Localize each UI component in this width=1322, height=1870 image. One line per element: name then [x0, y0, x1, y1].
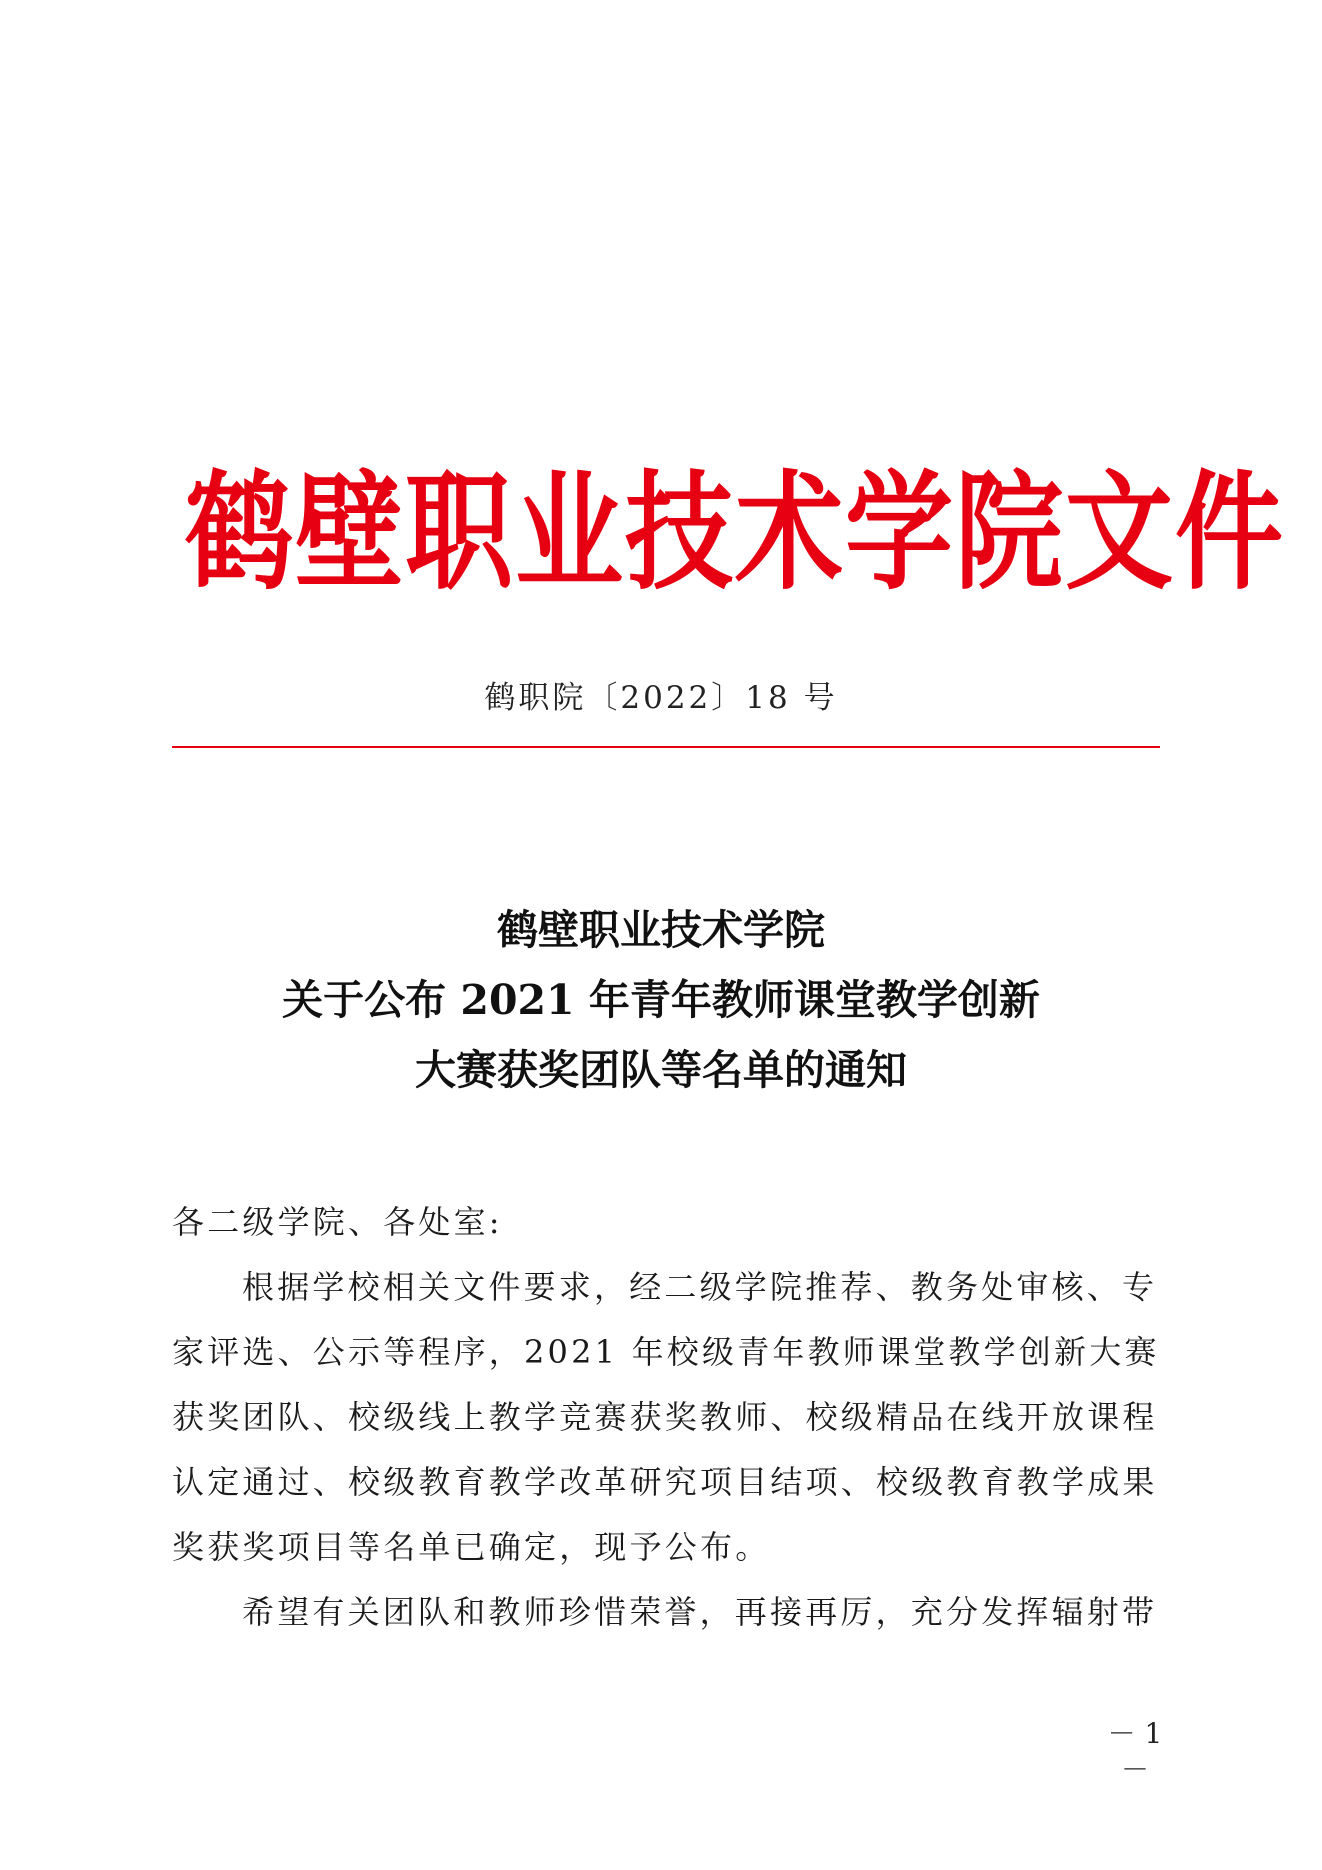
title-line-1: 鹤壁职业技术学院 [497, 906, 825, 954]
document-number: 鹤职院〔2022〕18 号 [484, 680, 838, 716]
salutation: 各二级学院、各处室: [172, 1203, 503, 1241]
paragraph-line: 根据学校相关文件要求，经二级学院推荐、教务处审核、专 [242, 1268, 1158, 1306]
notice-title [0, 895, 1322, 1105]
notice-body [172, 1190, 1162, 1645]
masthead-title: 鹤壁职业技术学院文件 [185, 458, 1286, 607]
red-divider-line [172, 746, 1160, 748]
paragraph-line: 希望有关团队和教师珍惜荣誉，再接再厉，充分发挥辐射带 [242, 1593, 1158, 1631]
paragraph-line: 家评选、公示等程序，2021 年校级青年教师课堂教学创新大赛 [172, 1333, 1160, 1371]
page-number: － 1 － [1107, 1717, 1163, 1786]
paragraph-line: 认定通过、校级教育教学改革研究项目结项、校级教育教学成果 [172, 1463, 1158, 1501]
title-line-2: 关于公布 2021 年青年教师课堂教学创新 [282, 976, 1040, 1024]
paragraph-line: 奖获奖项目等名单已确定，现予公布。 [172, 1528, 771, 1566]
title-line-3: 大赛获奖团队等名单的通知 [415, 1046, 907, 1094]
paragraph-line: 获奖团队、校级线上教学竞赛获奖教师、校级精品在线开放课程 [172, 1398, 1158, 1436]
